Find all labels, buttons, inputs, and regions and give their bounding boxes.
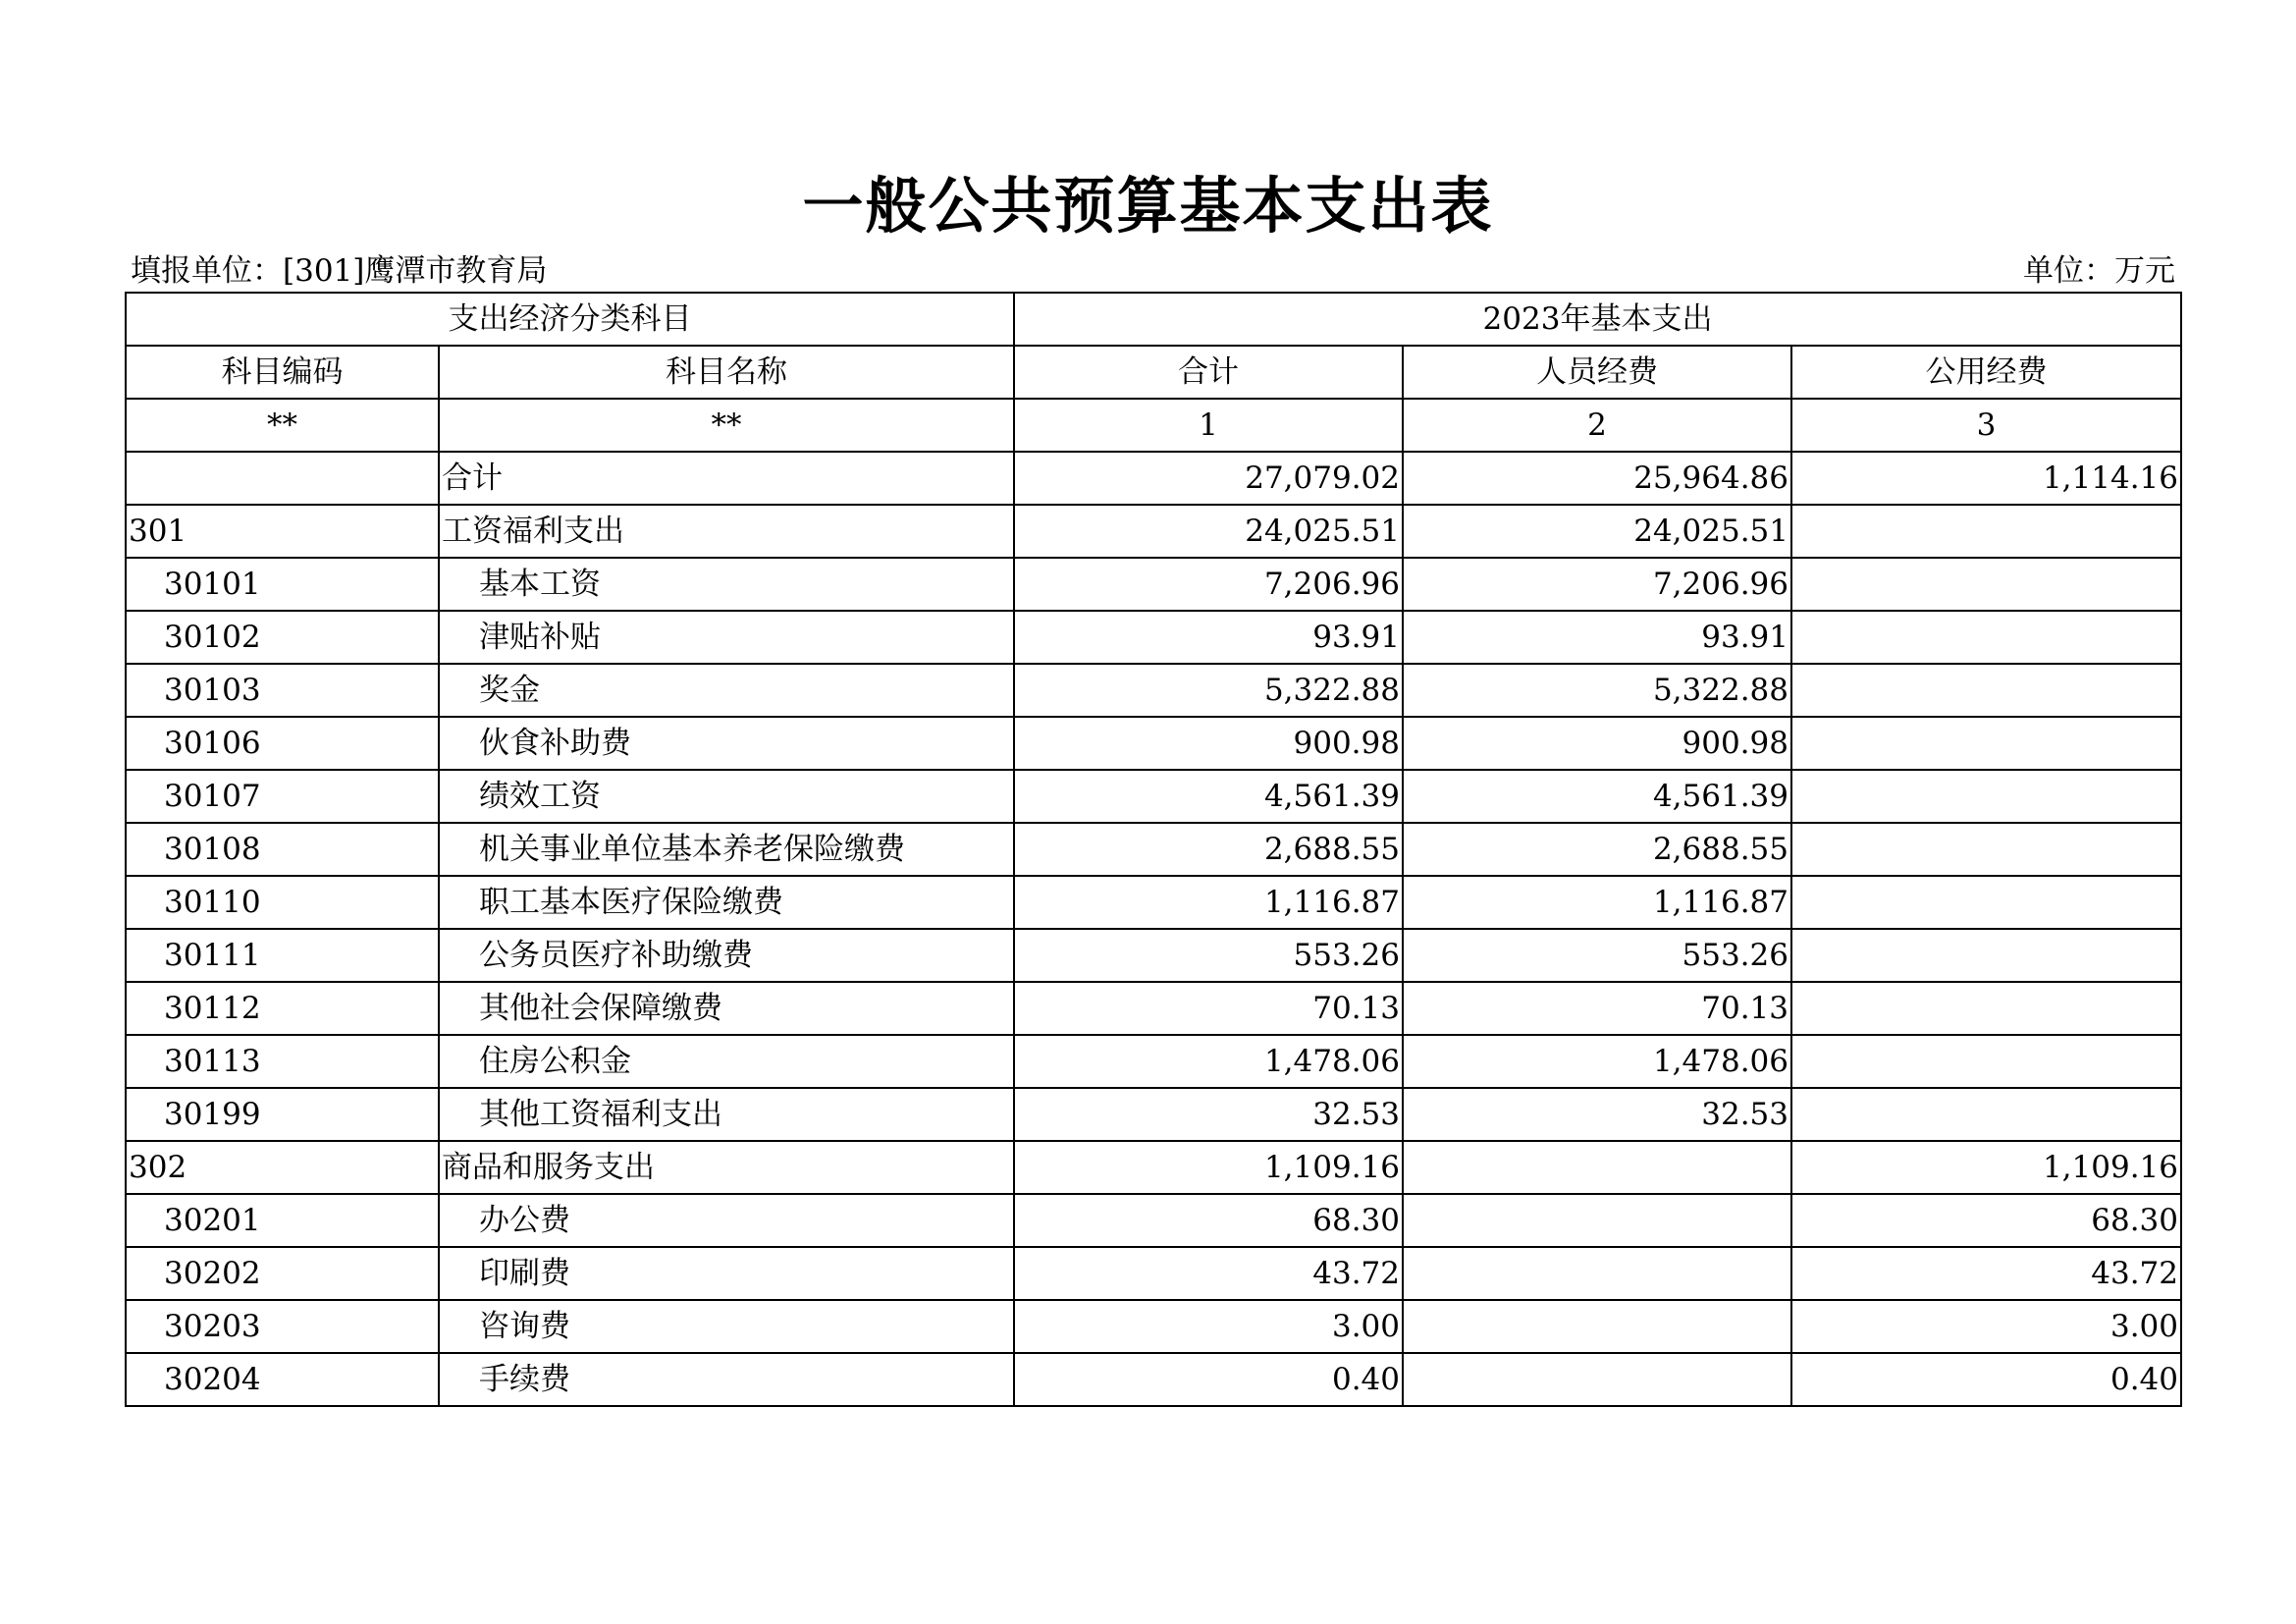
cell-name: 其他工资福利支出	[439, 1088, 1014, 1141]
cell-public	[1791, 505, 2181, 558]
table-row	[126, 611, 2181, 664]
table-row	[126, 1353, 2181, 1406]
cell-total: 1,109.16	[1014, 1141, 1403, 1194]
cell-code: 301	[126, 505, 439, 558]
cell-name: 住房公积金	[439, 1035, 1014, 1088]
cell-code: 30201	[126, 1194, 439, 1247]
cell-public: 43.72	[1791, 1247, 2181, 1300]
cell-name: 印刷费	[439, 1247, 1014, 1300]
cell-total: 900.98	[1014, 717, 1403, 770]
cell-code: 30204	[126, 1353, 439, 1406]
cell-total: 93.91	[1014, 611, 1403, 664]
cell-total: 5,322.88	[1014, 664, 1403, 717]
table-row	[126, 1141, 2181, 1194]
cell-personnel: 5,322.88	[1403, 664, 1791, 717]
cell-name: 合计	[439, 452, 1014, 505]
table-row	[126, 558, 2181, 611]
cell-code: 30202	[126, 1247, 439, 1300]
cell-total: 0.40	[1014, 1353, 1403, 1406]
header-columns-row	[126, 346, 2181, 399]
cell-total: 553.26	[1014, 929, 1403, 982]
table-row	[126, 664, 2181, 717]
header-code: 科目编码	[126, 346, 439, 399]
cell-personnel: 900.98	[1403, 717, 1791, 770]
cell-public: 1,109.16	[1791, 1141, 2181, 1194]
index-public: 3	[1791, 399, 2181, 452]
cell-code: 30103	[126, 664, 439, 717]
cell-public	[1791, 982, 2181, 1035]
cell-personnel: 2,688.55	[1403, 823, 1791, 876]
cell-code: 30111	[126, 929, 439, 982]
cell-personnel: 25,964.86	[1403, 452, 1791, 505]
cell-total: 43.72	[1014, 1247, 1403, 1300]
cell-public	[1791, 611, 2181, 664]
cell-name: 手续费	[439, 1353, 1014, 1406]
table-row	[126, 452, 2181, 505]
table-row	[126, 1088, 2181, 1141]
cell-name: 工资福利支出	[439, 505, 1014, 558]
index-name: **	[439, 399, 1014, 452]
cell-code: 30199	[126, 1088, 439, 1141]
cell-public	[1791, 929, 2181, 982]
header-public: 公用经费	[1791, 346, 2181, 399]
cell-personnel: 4,561.39	[1403, 770, 1791, 823]
cell-code: 30106	[126, 717, 439, 770]
cell-name: 津贴补贴	[439, 611, 1014, 664]
index-code: **	[126, 399, 439, 452]
cell-total: 1,478.06	[1014, 1035, 1403, 1088]
cell-name: 商品和服务支出	[439, 1141, 1014, 1194]
cell-public: 68.30	[1791, 1194, 2181, 1247]
table-row	[126, 876, 2181, 929]
cell-personnel: 70.13	[1403, 982, 1791, 1035]
table-row	[126, 1035, 2181, 1088]
table-body	[126, 293, 2181, 1406]
cell-code: 30101	[126, 558, 439, 611]
index-total: 1	[1014, 399, 1403, 452]
table-row	[126, 1194, 2181, 1247]
cell-name: 其他社会保障缴费	[439, 982, 1014, 1035]
cell-name: 公务员医疗补助缴费	[439, 929, 1014, 982]
cell-personnel	[1403, 1247, 1791, 1300]
cell-name: 奖金	[439, 664, 1014, 717]
reporting-unit: 填报单位：[301]鹰潭市教育局	[131, 253, 548, 289]
currency-unit: 单位：万元	[2023, 253, 2175, 289]
cell-code: 30203	[126, 1300, 439, 1353]
cell-public	[1791, 664, 2181, 717]
cell-name: 绩效工资	[439, 770, 1014, 823]
cell-name: 基本工资	[439, 558, 1014, 611]
cell-total: 3.00	[1014, 1300, 1403, 1353]
cell-personnel	[1403, 1194, 1791, 1247]
cell-public	[1791, 876, 2181, 929]
header-name: 科目名称	[439, 346, 1014, 399]
cell-name: 伙食补助费	[439, 717, 1014, 770]
cell-code	[126, 452, 439, 505]
cell-code: 30102	[126, 611, 439, 664]
cell-personnel: 7,206.96	[1403, 558, 1791, 611]
table-row	[126, 823, 2181, 876]
cell-personnel: 1,478.06	[1403, 1035, 1791, 1088]
cell-name: 咨询费	[439, 1300, 1014, 1353]
header-index-row	[126, 399, 2181, 452]
cell-total: 68.30	[1014, 1194, 1403, 1247]
cell-personnel	[1403, 1353, 1791, 1406]
cell-name: 机关事业单位基本养老保险缴费	[439, 823, 1014, 876]
budget-table	[125, 292, 2182, 1407]
table-row	[126, 717, 2181, 770]
cell-name: 职工基本医疗保险缴费	[439, 876, 1014, 929]
cell-code: 30110	[126, 876, 439, 929]
cell-public: 0.40	[1791, 1353, 2181, 1406]
page-title: 一般公共预算基本支出表	[802, 170, 1494, 242]
table-row	[126, 505, 2181, 558]
cell-personnel: 1,116.87	[1403, 876, 1791, 929]
cell-public	[1791, 558, 2181, 611]
cell-total: 70.13	[1014, 982, 1403, 1035]
cell-total: 7,206.96	[1014, 558, 1403, 611]
cell-public	[1791, 1035, 2181, 1088]
cell-code: 30113	[126, 1035, 439, 1088]
cell-public	[1791, 770, 2181, 823]
cell-total: 32.53	[1014, 1088, 1403, 1141]
cell-code: 302	[126, 1141, 439, 1194]
cell-total: 27,079.02	[1014, 452, 1403, 505]
table-row	[126, 982, 2181, 1035]
cell-personnel	[1403, 1141, 1791, 1194]
cell-code: 30107	[126, 770, 439, 823]
cell-personnel: 32.53	[1403, 1088, 1791, 1141]
index-personnel: 2	[1403, 399, 1791, 452]
cell-personnel: 93.91	[1403, 611, 1791, 664]
cell-public: 3.00	[1791, 1300, 2181, 1353]
table-row	[126, 770, 2181, 823]
cell-personnel	[1403, 1300, 1791, 1353]
cell-code: 30112	[126, 982, 439, 1035]
table-row	[126, 1247, 2181, 1300]
cell-code: 30108	[126, 823, 439, 876]
cell-name: 办公费	[439, 1194, 1014, 1247]
cell-total: 2,688.55	[1014, 823, 1403, 876]
header-economic-classification: 支出经济分类科目	[126, 293, 1014, 346]
table-row	[126, 929, 2181, 982]
header-personnel: 人员经费	[1403, 346, 1791, 399]
cell-public	[1791, 717, 2181, 770]
table-row	[126, 1300, 2181, 1353]
cell-total: 4,561.39	[1014, 770, 1403, 823]
header-total: 合计	[1014, 346, 1403, 399]
header-group-row	[126, 293, 2181, 346]
cell-public	[1791, 823, 2181, 876]
cell-total: 1,116.87	[1014, 876, 1403, 929]
cell-total: 24,025.51	[1014, 505, 1403, 558]
cell-public: 1,114.16	[1791, 452, 2181, 505]
cell-personnel: 24,025.51	[1403, 505, 1791, 558]
header-year-basic-expenditure: 2023年基本支出	[1014, 293, 2181, 346]
cell-public	[1791, 1088, 2181, 1141]
cell-personnel: 553.26	[1403, 929, 1791, 982]
